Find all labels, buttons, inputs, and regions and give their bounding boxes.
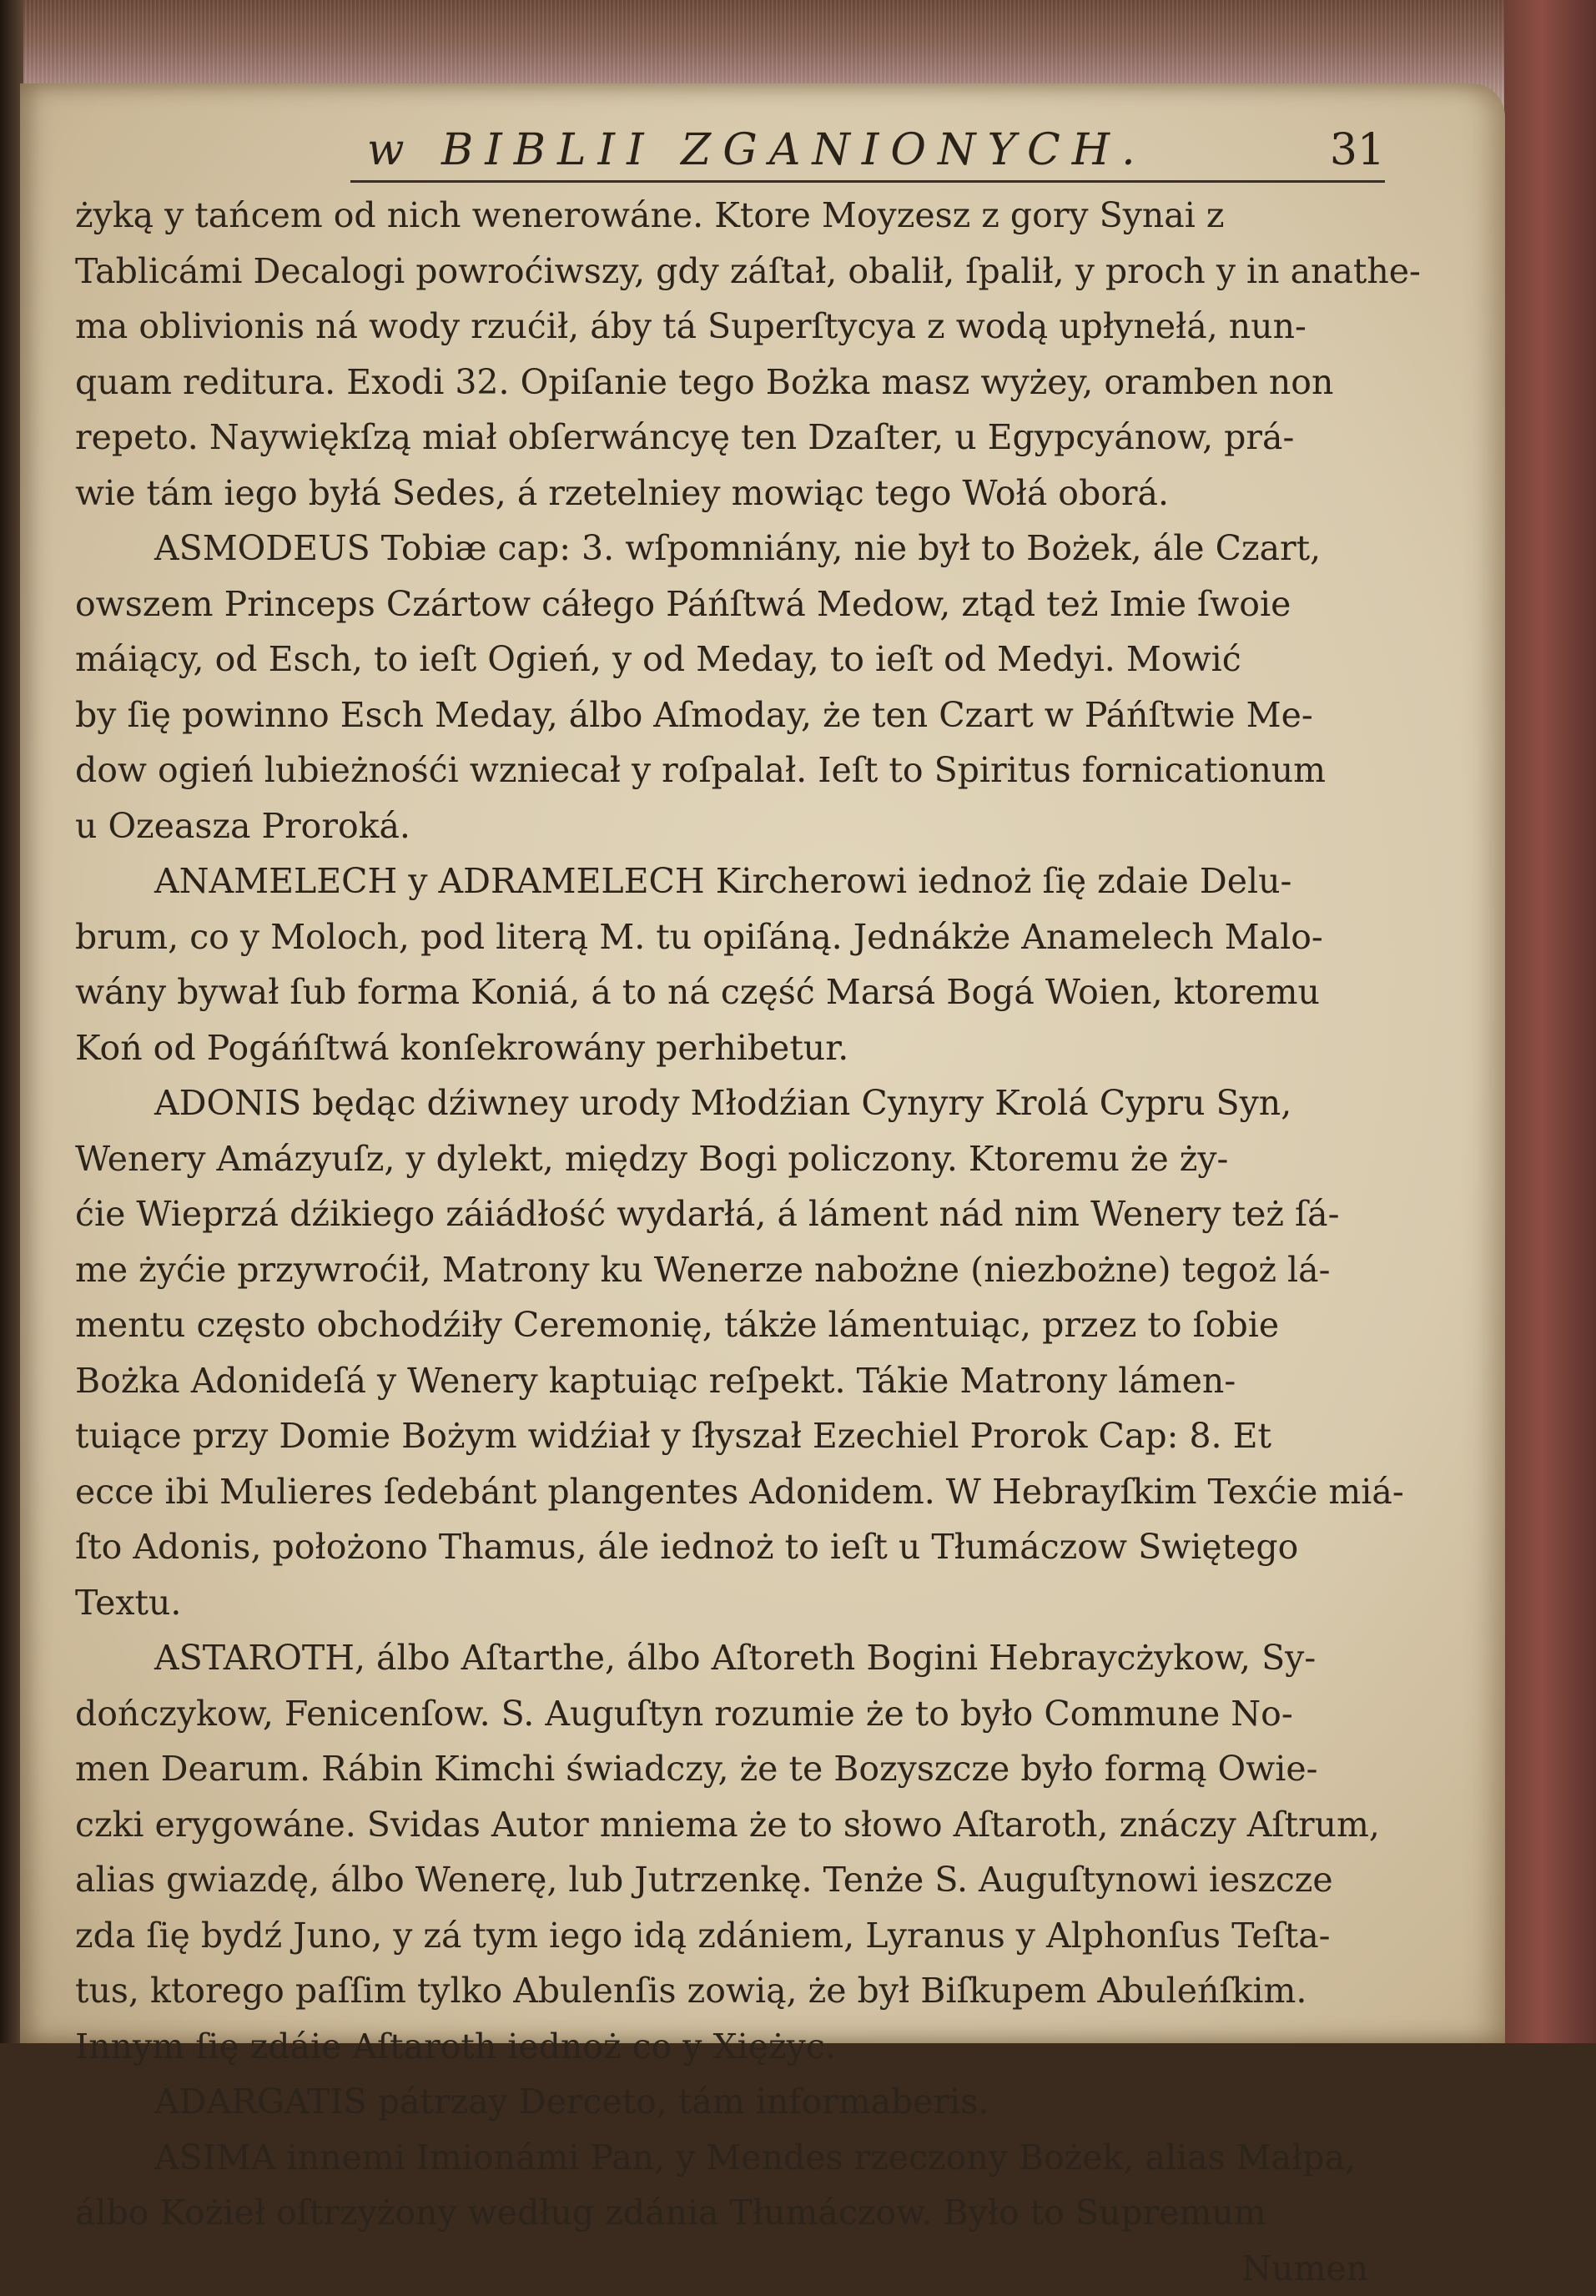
body-text bbox=[75, 188, 1435, 2296]
text-line: czki erygowáne. Svidas Autor mniema że to słowo Aſtaroth, znáczy Aſtrum, bbox=[75, 1797, 1435, 1853]
text-line: owszem Princeps Czártow cáłego Páńſtwá Medow, ztąd też Imie ſwoie bbox=[75, 577, 1435, 632]
text-line: men Dearum. Rábin Kimchi świadczy, że te Bozyszcze było formą Owie- bbox=[75, 1741, 1435, 1797]
catchword: Numen bbox=[75, 2241, 1435, 2296]
text-line: ADARGATIS pátrzay Derceto, tám informaberis. bbox=[75, 2074, 1435, 2130]
book-cover-edge bbox=[1504, 0, 1596, 2043]
text-line: Textu. bbox=[75, 1575, 1435, 1631]
text-line: u Ozeasza Proroká. bbox=[75, 798, 1435, 854]
text-line: zda ſię bydź Juno, y zá tym iego idą zdániem, Lyranus y Alphonſus Teſta- bbox=[75, 1908, 1435, 1964]
text-line: tuiące przy Domie Bożym widźiał y ſłyszał Ezechiel Prorok Cap: 8. Et bbox=[75, 1408, 1435, 1464]
text-line: ASMODEUS Tobiæ cap: 3. wſpomniány, nie był to Bożek, ále Czart, bbox=[75, 521, 1435, 577]
text-line: máiący, od Esch, to ieſt Ogień, y od Meday, to ieſt od Medyi. Mowić bbox=[75, 632, 1435, 687]
text-line: ANAMELECH y ADRAMELECH Kircherowi iednoż ſię zdaie Delu- bbox=[75, 853, 1435, 909]
text-line: Wenery Amázyuſz, y dylekt, między Bogi policzony. Ktoremu że ży- bbox=[75, 1131, 1435, 1187]
text-line: quam reditura. Exodi 32. Opiſanie tego Bożka masz wyżey, oramben non bbox=[75, 355, 1435, 410]
text-line: Tablicámi Decalogi powroćiwszy, gdy záſtał, obalił, ſpalił, y proch y in anathe- bbox=[75, 244, 1435, 300]
text-line: dow ogień lubieżnośći wzniecał y roſpalał. Ieſt to Spiritus fornicationum bbox=[75, 743, 1435, 798]
text-line: ćie Wieprzá dźikiego záiádłość wydarłá, á láment nád nim Wenery też ſá- bbox=[75, 1186, 1435, 1242]
text-line: wány bywał ſub forma Koniá, á to ná część Marsá Bogá Woien, ktoremu bbox=[75, 964, 1435, 1020]
text-line: Innym ſię zdáie Aſtaroth iednoż co y Xiężyc. bbox=[75, 2019, 1435, 2075]
text-line: brum, co y Moloch, pod literą M. tu opiſáną. Jednákże Anamelech Malo- bbox=[75, 909, 1435, 965]
text-line: ASIMA innemi Imionámi Pan, y Mendes rzeczony Bożek, alias Małpa, bbox=[75, 2130, 1435, 2186]
page-header bbox=[350, 117, 1385, 184]
text-line: álbo Kożieł oſtrzyżony według zdánia Tłumáczow. Było to Supremum bbox=[75, 2185, 1435, 2241]
text-line: repeto. Naywiękſzą miał obſerwáncyę ten Dzaſter, u Egypcyánow, prá- bbox=[75, 410, 1435, 466]
text-line: alias gwiazdę, álbo Wenerę, lub Jutrzenkę. Tenże S. Auguſtynowi ieszcze bbox=[75, 1852, 1435, 1908]
text-line: żyką y tańcem od nich wenerowáne. Ktore Moyzesz z gory Synai z bbox=[75, 188, 1435, 244]
text-line: ma oblivionis ná wody rzućił, áby tá Superſtycya z wodą upłynełá, nun- bbox=[75, 299, 1435, 355]
text-line: mentu często obchodźiły Ceremonię, tákże lámentuiąc, przez to ſobie bbox=[75, 1297, 1435, 1353]
text-line: tus, ktorego paſſim tylko Abulenſis zowią, że był Biſkupem Abuleńſkim. bbox=[75, 1963, 1435, 2019]
header-rule bbox=[350, 180, 1385, 183]
text-line: wie tám iego byłá Sedes, á rzetelniey mowiąc tego Wołá oborá. bbox=[75, 466, 1435, 521]
text-line: ASTAROTH, álbo Aſtarthe, álbo Aſtoreth Bogini Hebraycżykow, Sy- bbox=[75, 1630, 1435, 1686]
running-title: w BIBLII ZGANIONYCH. bbox=[367, 117, 1147, 184]
text-line: ſto Adonis, położono Thamus, ále iednoż to ieſt u Tłumáczow Swiętego bbox=[75, 1519, 1435, 1575]
text-line: by ſię powinno Esch Meday, álbo Aſmoday, że ten Czart w Páńſtwie Me- bbox=[75, 687, 1435, 743]
text-line: Bożka Adonideſá y Wenery kaptuiąc reſpekt. Tákie Matrony lámen- bbox=[75, 1353, 1435, 1409]
text-line: ADONIS będąc dźiwney urody Młodźian Cynyry Krolá Cypru Syn, bbox=[75, 1075, 1435, 1131]
text-line: dończykow, Fenicenſow. S. Auguſtyn rozumie że to było Commune No- bbox=[75, 1686, 1435, 1742]
text-line: Koń od Pogáńſtwá konſekrowány perhibetur. bbox=[75, 1020, 1435, 1076]
text-line: me żyćie przywroćił, Matrony ku Wenerze nabożne (niezbożne) tegoż lá- bbox=[75, 1242, 1435, 1298]
page-number: 31 bbox=[1330, 117, 1385, 184]
text-line: ecce ibi Mulieres ſedebánt plangentes Adonidem. W Hebrayſkim Texćie miá- bbox=[75, 1464, 1435, 1520]
